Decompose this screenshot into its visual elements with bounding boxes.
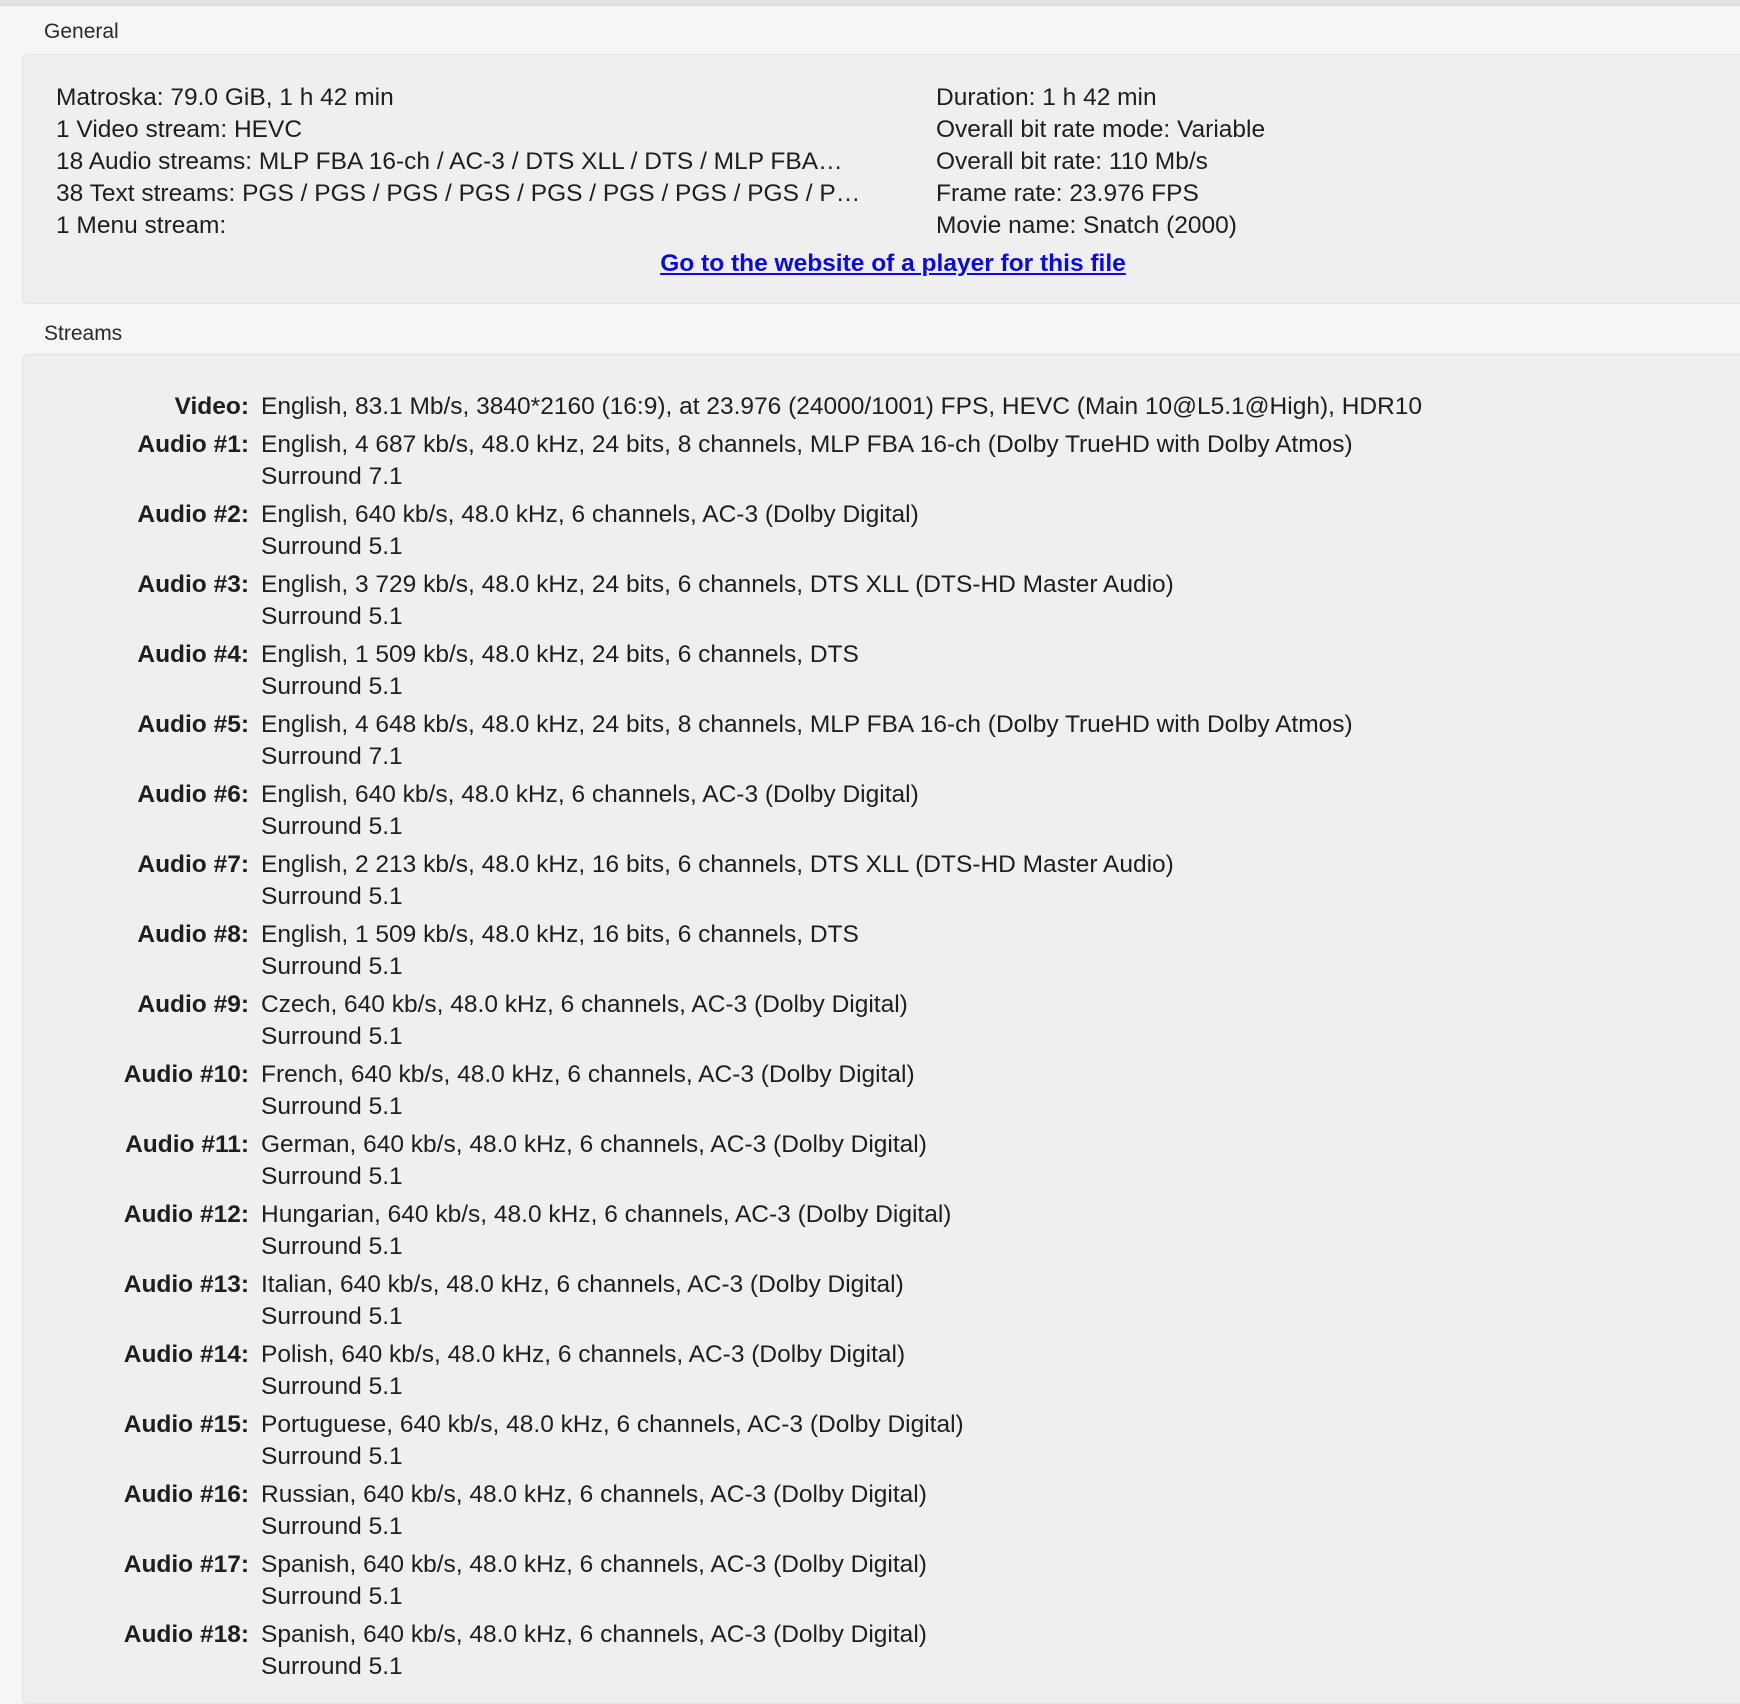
stream-row xyxy=(23,639,1740,709)
stream-detail-line: Russian, 640 kb/s, 48.0 kHz, 6 channels, AC-3 (Dolby Digital) xyxy=(261,1481,927,1508)
general-text-summary: 38 Text streams: PGS / PGS / PGS / PGS / PGS / PGS / PGS / PGS / P… xyxy=(56,180,861,207)
stream-detail-line: English, 4 648 kb/s, 48.0 kHz, 24 bits, 8 channels, MLP FBA 16-ch (Dolby TrueHD with Dolby Atmos) xyxy=(261,711,1353,738)
general-panel xyxy=(22,54,1740,304)
stream-detail-line: English, 1 509 kb/s, 48.0 kHz, 24 bits, 6 channels, DTS xyxy=(261,641,859,668)
stream-details xyxy=(261,639,859,703)
stream-details xyxy=(261,391,1422,423)
stream-label: Audio #12: xyxy=(123,1201,249,1228)
streams-section-title: Streams xyxy=(44,322,123,345)
stream-detail-line: English, 1 509 kb/s, 48.0 kHz, 16 bits, 6 channels, DTS xyxy=(261,921,859,948)
stream-row xyxy=(23,849,1740,919)
streams-list xyxy=(23,391,1740,1689)
general-audio-summary: 18 Audio streams: MLP FBA 16-ch / AC-3 / DTS XLL / DTS / MLP FBA… xyxy=(56,148,843,175)
stream-label: Audio #1: xyxy=(137,431,249,458)
stream-row xyxy=(23,1479,1740,1549)
general-right-column xyxy=(936,82,1265,242)
stream-details xyxy=(261,499,919,563)
stream-row xyxy=(23,1549,1740,1619)
stream-channel-layout: Surround 7.1 xyxy=(261,743,403,770)
stream-detail-line: English, 640 kb/s, 48.0 kHz, 6 channels, AC-3 (Dolby Digital) xyxy=(261,781,919,808)
stream-details xyxy=(261,989,908,1053)
general-section-title: General xyxy=(44,20,119,43)
stream-row xyxy=(23,391,1740,429)
stream-label: Audio #11: xyxy=(125,1131,249,1158)
stream-label: Audio #4: xyxy=(137,641,249,668)
stream-detail-line: Spanish, 640 kb/s, 48.0 kHz, 6 channels, AC-3 (Dolby Digital) xyxy=(261,1621,927,1648)
stream-details xyxy=(261,1059,915,1123)
stream-channel-layout: Surround 5.1 xyxy=(261,953,403,980)
stream-detail-line: English, 640 kb/s, 48.0 kHz, 6 channels, AC-3 (Dolby Digital) xyxy=(261,501,919,528)
stream-channel-layout: Surround 5.1 xyxy=(261,533,403,560)
player-website-link[interactable]: Go to the website of a player for this file xyxy=(660,250,1126,277)
stream-details xyxy=(261,1199,951,1263)
stream-detail-line: English, 4 687 kb/s, 48.0 kHz, 24 bits, 8 channels, MLP FBA 16-ch (Dolby TrueHD with Dolby Atmos) xyxy=(261,431,1353,458)
stream-channel-layout: Surround 5.1 xyxy=(261,603,403,630)
stream-label: Audio #8: xyxy=(137,921,249,948)
stream-label: Audio #9: xyxy=(137,991,249,1018)
stream-row xyxy=(23,709,1740,779)
stream-row xyxy=(23,779,1740,849)
stream-details xyxy=(261,569,1174,633)
stream-details xyxy=(261,1409,964,1473)
general-container-info: Matroska: 79.0 GiB, 1 h 42 min xyxy=(56,84,394,111)
general-left-column xyxy=(56,82,860,242)
stream-row xyxy=(23,1269,1740,1339)
stream-label: Audio #14: xyxy=(123,1341,249,1368)
general-menu-summary: 1 Menu stream: xyxy=(56,212,227,239)
stream-details xyxy=(261,1479,927,1543)
stream-details xyxy=(261,919,859,983)
stream-label: Audio #2: xyxy=(137,501,249,528)
stream-row xyxy=(23,1059,1740,1129)
stream-label: Audio #7: xyxy=(137,851,249,878)
stream-row xyxy=(23,1339,1740,1409)
stream-label: Audio #3: xyxy=(137,571,249,598)
stream-channel-layout: Surround 5.1 xyxy=(261,813,403,840)
stream-detail-line: Hungarian, 640 kb/s, 48.0 kHz, 6 channels, AC-3 (Dolby Digital) xyxy=(261,1201,952,1228)
stream-row xyxy=(23,1409,1740,1479)
stream-row xyxy=(23,1199,1740,1269)
general-movie-name: Movie name: Snatch (2000) xyxy=(936,212,1237,239)
stream-channel-layout: Surround 5.1 xyxy=(261,1373,403,1400)
stream-label: Audio #15: xyxy=(123,1411,249,1438)
general-bitrate-mode: Overall bit rate mode: Variable xyxy=(936,116,1266,143)
stream-channel-layout: Surround 5.1 xyxy=(261,1093,403,1120)
stream-label: Audio #18: xyxy=(123,1621,249,1648)
stream-details xyxy=(261,429,1353,493)
stream-detail-line: Polish, 640 kb/s, 48.0 kHz, 6 channels, AC-3 (Dolby Digital) xyxy=(261,1341,906,1368)
stream-details xyxy=(261,849,1174,913)
stream-label: Audio #10: xyxy=(123,1061,249,1088)
stream-channel-layout: Surround 5.1 xyxy=(261,883,403,910)
stream-channel-layout: Surround 5.1 xyxy=(261,1653,403,1680)
stream-detail-line: English, 2 213 kb/s, 48.0 kHz, 16 bits, 6 channels, DTS XLL (DTS-HD Master Audio) xyxy=(261,851,1174,878)
general-frame-rate: Frame rate: 23.976 FPS xyxy=(936,180,1199,207)
stream-channel-layout: Surround 5.1 xyxy=(261,673,403,700)
stream-channel-layout: Surround 5.1 xyxy=(261,1233,403,1260)
stream-detail-line: English, 83.1 Mb/s, 3840*2160 (16:9), at 23.976 (24000/1001) FPS, HEVC (Main 10@L5.1@High), HDR10 xyxy=(261,393,1423,420)
stream-label: Audio #13: xyxy=(123,1271,249,1298)
stream-detail-line: Italian, 640 kb/s, 48.0 kHz, 6 channels, AC-3 (Dolby Digital) xyxy=(261,1271,904,1298)
stream-channel-layout: Surround 5.1 xyxy=(261,1163,403,1190)
stream-channel-layout: Surround 7.1 xyxy=(261,463,403,490)
stream-detail-line: English, 3 729 kb/s, 48.0 kHz, 24 bits, 6 channels, DTS XLL (DTS-HD Master Audio) xyxy=(261,571,1174,598)
stream-details xyxy=(261,709,1353,773)
general-bitrate: Overall bit rate: 110 Mb/s xyxy=(936,148,1208,175)
stream-channel-layout: Surround 5.1 xyxy=(261,1443,403,1470)
player-link-container xyxy=(23,250,1740,278)
stream-label: Audio #6: xyxy=(137,781,249,808)
stream-channel-layout: Surround 5.1 xyxy=(261,1513,403,1540)
stream-detail-line: German, 640 kb/s, 48.0 kHz, 6 channels, AC-3 (Dolby Digital) xyxy=(261,1131,927,1158)
general-video-summary: 1 Video stream: HEVC xyxy=(56,116,303,143)
stream-label: Audio #5: xyxy=(137,711,249,738)
stream-details xyxy=(261,1339,905,1403)
stream-details xyxy=(261,1619,927,1683)
stream-row xyxy=(23,1129,1740,1199)
stream-details xyxy=(261,1269,904,1333)
stream-row xyxy=(23,569,1740,639)
stream-detail-line: Czech, 640 kb/s, 48.0 kHz, 6 channels, AC-3 (Dolby Digital) xyxy=(261,991,908,1018)
stream-details xyxy=(261,779,919,843)
stream-details xyxy=(261,1549,927,1613)
stream-detail-line: Portuguese, 640 kb/s, 48.0 kHz, 6 channels, AC-3 (Dolby Digital) xyxy=(261,1411,964,1438)
stream-row xyxy=(23,1619,1740,1689)
top-divider xyxy=(0,0,1740,6)
stream-label: Video: xyxy=(174,393,249,420)
stream-row xyxy=(23,499,1740,569)
stream-channel-layout: Surround 5.1 xyxy=(261,1303,403,1330)
stream-row xyxy=(23,919,1740,989)
general-duration: Duration: 1 h 42 min xyxy=(936,84,1157,111)
streams-panel xyxy=(22,354,1740,1704)
stream-label: Audio #17: xyxy=(123,1551,249,1578)
stream-row xyxy=(23,429,1740,499)
stream-channel-layout: Surround 5.1 xyxy=(261,1583,403,1610)
stream-channel-layout: Surround 5.1 xyxy=(261,1023,403,1050)
stream-label: Audio #16: xyxy=(123,1481,249,1508)
stream-detail-line: Spanish, 640 kb/s, 48.0 kHz, 6 channels, AC-3 (Dolby Digital) xyxy=(261,1551,927,1578)
stream-row xyxy=(23,989,1740,1059)
stream-details xyxy=(261,1129,927,1193)
stream-detail-line: French, 640 kb/s, 48.0 kHz, 6 channels, AC-3 (Dolby Digital) xyxy=(261,1061,915,1088)
